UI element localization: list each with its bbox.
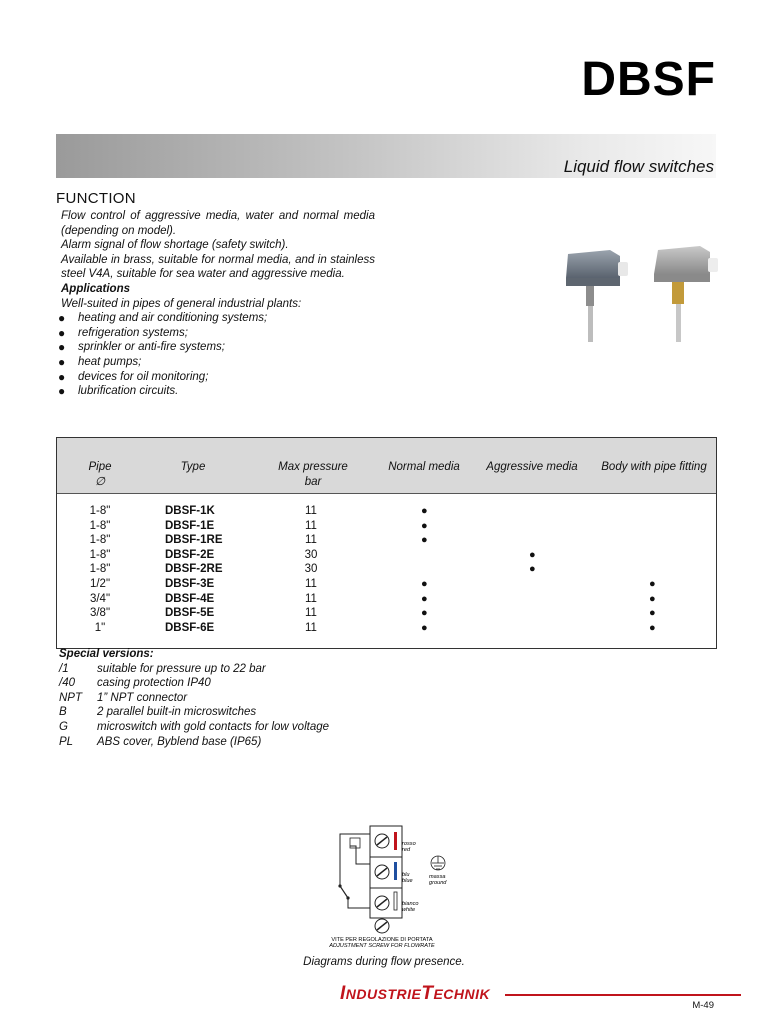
document-subtitle: Liquid flow switches xyxy=(563,157,714,176)
special-desc: ABS cover, Byblend base (IP65) xyxy=(97,735,262,748)
bullet-icon: ● xyxy=(58,311,66,326)
column-header-type: Type xyxy=(180,461,206,473)
cell-pipe: 1-8" xyxy=(89,505,111,517)
special-code: NPT xyxy=(59,691,82,704)
list-item xyxy=(58,369,375,385)
label-rosso: rosso xyxy=(402,841,416,847)
label-red: red xyxy=(402,847,411,853)
cell-body-mark: ● xyxy=(649,621,656,634)
wiring-diagram xyxy=(316,822,456,954)
white-wire-marker xyxy=(394,892,397,910)
special-code: G xyxy=(59,720,68,733)
cell-type: DBSF-6E xyxy=(165,621,215,634)
cell-pressure: 11 xyxy=(305,592,317,605)
list-item xyxy=(59,691,188,706)
applications-intro: Well-suited in pipes of general industrial plants: xyxy=(61,297,302,310)
adjustment-screw-icon xyxy=(375,919,389,933)
function-paragraph: Alarm signal of flow shortage (safety switch). xyxy=(61,239,289,252)
bullet-icon: ● xyxy=(58,354,66,369)
label-white: white xyxy=(402,907,416,913)
diameter-icon: ∅ xyxy=(94,476,106,488)
list-item xyxy=(58,311,375,326)
cell-pressure: 11 xyxy=(305,607,317,620)
list-item xyxy=(59,720,330,735)
cell-pipe: 1-8" xyxy=(89,563,111,576)
document-title: DBSF xyxy=(581,53,716,106)
function-paragraph: Flow control of aggressive media, water and normal media (depending on model). xyxy=(61,210,375,237)
column-header-body: Body with pipe fitting xyxy=(601,461,707,473)
special-desc: 1” NPT connector xyxy=(97,691,188,704)
brand-rule xyxy=(505,994,741,996)
cell-pipe: 3/8" xyxy=(89,607,111,620)
column-header-pipe xyxy=(67,460,133,490)
cell-normal-mark: ● xyxy=(421,505,428,517)
list-item xyxy=(58,384,375,399)
list-item-text: sprinkler or anti-fire systems; xyxy=(78,341,225,354)
cell-normal-mark: ● xyxy=(421,519,428,532)
cell-aggressive-mark: ● xyxy=(529,548,536,561)
product-photo xyxy=(558,240,718,350)
cell-pressure: 11 xyxy=(305,505,317,517)
cell-aggressive-mark: ● xyxy=(529,563,536,576)
page-number: M-49 xyxy=(692,1000,714,1011)
cell-pressure: 11 xyxy=(305,519,317,532)
terminal-screw-icon xyxy=(375,865,389,879)
flow-switch-grey-icon xyxy=(566,250,628,342)
cell-normal-mark: ● xyxy=(421,621,428,634)
header-unit: bar xyxy=(304,476,322,488)
label-screw-en: ADJUSTMENT SCREW FOR FLOWRATE xyxy=(329,943,435,949)
flow-switch-brass-icon xyxy=(654,246,718,342)
special-desc: casing protection IP40 xyxy=(97,677,211,690)
cell-type: DBSF-1E xyxy=(165,519,215,532)
cell-pipe: 1" xyxy=(94,621,106,634)
bullet-icon: ● xyxy=(58,384,66,399)
list-item-text: refrigeration systems; xyxy=(78,326,188,339)
list-item xyxy=(58,340,375,355)
bullet-icon: ● xyxy=(58,369,66,384)
cell-pressure: 11 xyxy=(305,534,317,547)
label-ground: ground xyxy=(429,880,447,886)
label-blu: blu xyxy=(402,872,410,878)
terminal-screw-icon xyxy=(375,834,389,848)
brand-letter: T xyxy=(421,983,434,1004)
list-item-text: devices for oil monitoring; xyxy=(78,370,209,383)
label-bianco: bianco xyxy=(402,901,419,907)
special-code: B xyxy=(59,706,67,719)
list-item xyxy=(58,354,375,370)
list-item-text: lubrification circuits. xyxy=(78,385,179,398)
applications-heading: Applications xyxy=(61,282,131,295)
cell-body-mark: ● xyxy=(649,607,656,620)
terminal-screw-icon xyxy=(375,896,389,910)
cell-normal-mark: ● xyxy=(421,592,428,605)
cell-normal-mark: ● xyxy=(421,534,428,547)
cell-type: DBSF-4E xyxy=(165,592,215,605)
special-desc: microswitch with gold contacts for low voltage xyxy=(97,720,330,733)
cell-type: DBSF-2RE xyxy=(165,563,223,576)
label-massa: massa xyxy=(429,874,446,880)
table-header xyxy=(57,438,716,494)
special-code: /40 xyxy=(59,677,75,690)
cell-type: DBSF-2E xyxy=(165,548,215,561)
list-item xyxy=(59,705,257,720)
list-item-text: heat pumps; xyxy=(78,355,142,368)
list-item xyxy=(59,676,211,691)
function-paragraph: Available in brass, suitable for normal media, and in stainless steel V4A, suitable for sea water and aggressive media. xyxy=(61,253,375,281)
brand-text: NDUSTRIE xyxy=(345,986,422,1002)
brand-letter: I xyxy=(340,983,346,1004)
cell-pipe: 3/4" xyxy=(89,592,111,605)
cell-pressure: 30 xyxy=(304,563,318,576)
special-desc: suitable for pressure up to 22 bar xyxy=(97,662,266,675)
special-code: /1 xyxy=(59,662,69,675)
list-item xyxy=(59,735,262,750)
cell-pipe: 1/2" xyxy=(89,578,111,590)
cell-pipe: 1-8" xyxy=(89,548,111,561)
label-blue: blue xyxy=(402,878,413,884)
cell-normal-mark: ● xyxy=(421,578,428,590)
cell-type: DBSF-1K xyxy=(165,505,215,517)
header-label: Pipe xyxy=(88,461,112,473)
cell-type: DBSF-3E xyxy=(165,578,215,590)
cell-pipe: 1-8" xyxy=(89,519,111,532)
ground-icon xyxy=(431,856,445,870)
list-item xyxy=(58,325,375,341)
list-item-text: heating and air conditioning systems; xyxy=(78,312,268,325)
header-label: Max pressure xyxy=(278,461,348,473)
cell-pipe: 1-8" xyxy=(89,534,111,547)
models-table xyxy=(56,437,717,649)
label-screw-it: VITE PER REGOLAZIONE DI PORTATA xyxy=(331,937,433,943)
list-item xyxy=(59,662,266,677)
blue-wire-marker xyxy=(394,862,397,880)
switch-contact-icon xyxy=(340,886,348,898)
diagram-caption: Diagrams during flow presence. xyxy=(303,956,465,968)
special-versions xyxy=(59,647,330,749)
special-desc: 2 parallel built-in microswitches xyxy=(97,706,257,719)
special-code: PL xyxy=(59,735,74,748)
cell-type: DBSF-1RE xyxy=(165,534,223,547)
cell-normal-mark: ● xyxy=(421,607,428,620)
special-versions-heading: Special versions: xyxy=(59,648,154,660)
cell-body-mark: ● xyxy=(649,578,656,590)
brand-text: ECHNIK xyxy=(433,986,491,1002)
red-wire-marker xyxy=(394,832,397,850)
function-section xyxy=(58,209,375,399)
column-header-pressure xyxy=(263,460,363,490)
cell-body-mark: ● xyxy=(649,592,656,605)
brand-logo xyxy=(340,983,490,1005)
column-header-aggressive: Aggressive media xyxy=(486,461,578,473)
cell-type: DBSF-5E xyxy=(165,607,215,620)
column-header-normal: Normal media xyxy=(388,461,460,473)
applications-list xyxy=(58,311,375,399)
cell-pressure: 30 xyxy=(304,548,318,561)
function-heading: FUNCTION xyxy=(56,190,136,207)
cell-pressure: 11 xyxy=(305,578,317,590)
bullet-icon: ● xyxy=(58,325,66,340)
bullet-icon: ● xyxy=(58,340,66,355)
cell-pressure: 11 xyxy=(305,621,317,634)
